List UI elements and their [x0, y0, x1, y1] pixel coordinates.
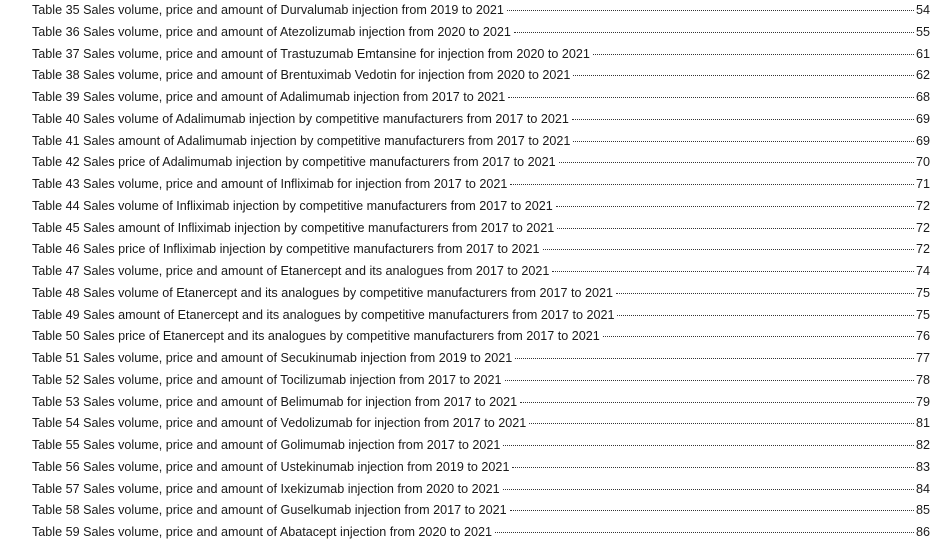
toc-dot-leader [556, 206, 914, 207]
toc-dot-leader [616, 293, 914, 294]
toc-dot-leader [573, 75, 914, 76]
toc-entry[interactable] [32, 221, 930, 243]
toc-page-number: 82 [915, 438, 930, 452]
toc-entry-title: Table 58 Sales volume, price and amount of Guselkumab injection from 2017 to 2021 [32, 503, 507, 518]
toc-entry-title: Table 45 Sales amount of Infliximab injection by competitive manufacturers from 2017 to 2021 [32, 220, 555, 235]
toc-dot-leader [495, 532, 914, 533]
toc-entry-title: Table 57 Sales volume, price and amount of Ixekizumab injection from 2020 to 2021 [32, 481, 500, 496]
toc-page-number: 72 [915, 242, 930, 257]
toc-entry[interactable] [32, 482, 930, 504]
toc-entry[interactable] [32, 373, 930, 395]
toc-page-number: 86 [915, 525, 930, 539]
toc-entry[interactable] [32, 264, 930, 286]
toc-entry[interactable] [32, 112, 930, 134]
toc-dot-leader [543, 249, 914, 250]
toc-entry-title: Table 49 Sales amount of Etanercept and its analogues by competitive manufacturers from 2017 to 2021 [32, 307, 615, 322]
toc-page-number: 75 [915, 285, 930, 300]
toc-entry-title: Table 54 Sales volume, price and amount of Vedolizumab for injection from 2017 to 2021 [32, 416, 527, 431]
toc-entry-title: Table 38 Sales volume, price and amount of Brentuximab Vedotin for injection from 2020 to 2021 [32, 68, 571, 83]
toc-entry[interactable] [32, 90, 930, 112]
toc-entry[interactable] [32, 438, 930, 460]
toc-entry[interactable] [32, 3, 930, 25]
toc-entry-title: Table 44 Sales volume of Infliximab injection by competitive manufacturers from 2017 to 2021 [32, 198, 553, 213]
toc-dot-leader [508, 97, 914, 98]
toc-page-number: 75 [915, 307, 930, 322]
toc-page-number: 54 [915, 3, 930, 17]
toc-entry[interactable] [32, 460, 930, 482]
toc-dot-leader [529, 423, 914, 424]
toc-dot-leader [515, 358, 914, 359]
toc-entry[interactable] [32, 286, 930, 308]
toc-entry-title: Table 35 Sales volume, price and amount of Durvalumab injection from 2019 to 2021 [32, 3, 504, 17]
toc-entry-title: Table 42 Sales price of Adalimumab injection by competitive manufacturers from 2017 to 2021 [32, 155, 556, 170]
toc-dot-leader [572, 119, 914, 120]
toc-page-number: 69 [915, 111, 930, 126]
toc-entry[interactable] [32, 155, 930, 177]
toc-entry[interactable] [32, 25, 930, 47]
toc-entry[interactable] [32, 351, 930, 373]
toc-dot-leader [503, 445, 914, 446]
toc-dot-leader [573, 141, 914, 142]
toc-page-number: 55 [915, 24, 930, 39]
toc-dot-leader [507, 10, 914, 11]
toc-dot-leader [557, 228, 914, 229]
toc-dot-leader [617, 315, 914, 316]
toc-entry[interactable] [32, 395, 930, 417]
toc-dot-leader [510, 184, 914, 185]
toc-entry-title: Table 47 Sales volume, price and amount of Etanercept and its analogues from 2017 to 2021 [32, 264, 550, 278]
toc-entry-title: Table 41 Sales amount of Adalimumab injection by competitive manufacturers from 2017 to 2021 [32, 133, 571, 148]
toc-entry-title: Table 51 Sales volume, price and amount of Secukinumab injection from 2019 to 2021 [32, 351, 513, 365]
toc-entry[interactable] [32, 416, 930, 438]
toc-entry-title: Table 55 Sales volume, price and amount of Golimumab injection from 2017 to 2021 [32, 438, 501, 452]
toc-page-number: 71 [915, 177, 930, 191]
toc-entry[interactable] [32, 134, 930, 156]
toc-entry[interactable] [32, 199, 930, 221]
toc-page-number: 85 [915, 503, 930, 518]
toc-entry-title: Table 50 Sales price of Etanercept and its analogues by competitive manufacturers from 2017 to 2021 [32, 329, 600, 344]
toc-page-number: 72 [915, 198, 930, 213]
toc-entry-title: Table 59 Sales volume, price and amount of Abatacept injection from 2020 to 2021 [32, 525, 492, 539]
toc-entry-title: Table 53 Sales volume, price and amount of Belimumab for injection from 2017 to 2021 [32, 394, 518, 409]
toc-entry[interactable] [32, 242, 930, 264]
toc-entry-title: Table 46 Sales price of Infliximab injection by competitive manufacturers from 2017 to 2021 [32, 242, 540, 257]
toc-dot-leader [514, 32, 914, 33]
toc-entry[interactable] [32, 329, 930, 351]
toc-dot-leader [559, 162, 914, 163]
toc-entry-title: Table 39 Sales volume, price and amount of Adalimumab injection from 2017 to 2021 [32, 90, 506, 104]
toc-dot-leader [520, 402, 914, 403]
toc-page-number: 70 [915, 155, 930, 170]
toc-entry-title: Table 37 Sales volume, price and amount of Trastuzumab Emtansine for injection from 2020 to 2021 [32, 46, 590, 61]
toc-page-number: 62 [915, 68, 930, 83]
toc-page-number: 77 [915, 351, 930, 365]
toc-dot-leader [512, 467, 914, 468]
toc-dot-leader [552, 271, 914, 272]
toc-page-number: 72 [915, 220, 930, 235]
toc-entry[interactable] [32, 308, 930, 330]
toc-entry-title: Table 43 Sales volume, price and amount of Infliximab for injection from 2017 to 2021 [32, 177, 508, 191]
toc-page-number: 83 [915, 459, 930, 474]
toc-entry[interactable] [32, 68, 930, 90]
toc-page-number: 81 [915, 416, 930, 431]
toc-entry[interactable] [32, 47, 930, 69]
toc-dot-leader [510, 510, 914, 511]
toc-entry-title: Table 56 Sales volume, price and amount of Ustekinumab injection from 2019 to 2021 [32, 459, 510, 474]
toc-page-number: 74 [915, 264, 930, 278]
toc-entry[interactable] [32, 177, 930, 199]
toc-entry[interactable] [32, 525, 930, 547]
toc-entry-title: Table 40 Sales volume of Adalimumab injection by competitive manufacturers from 2017 to 2021 [32, 111, 569, 126]
toc-page-number: 78 [915, 372, 930, 387]
table-of-contents [32, 3, 930, 547]
toc-page-number: 68 [915, 90, 930, 104]
toc-dot-leader [505, 380, 914, 381]
toc-dot-leader [603, 336, 914, 337]
toc-dot-leader [593, 54, 914, 55]
toc-page-number: 69 [915, 133, 930, 148]
toc-entry-title: Table 36 Sales volume, price and amount of Atezolizumab injection from 2020 to 2021 [32, 24, 511, 39]
toc-page-number: 76 [915, 329, 930, 344]
toc-page-number: 84 [915, 481, 930, 496]
toc-entry-title: Table 52 Sales volume, price and amount of Tocilizumab injection from 2017 to 2021 [32, 372, 502, 387]
toc-dot-leader [503, 489, 914, 490]
toc-page-number: 61 [915, 46, 930, 61]
toc-page-number: 79 [915, 394, 930, 409]
toc-entry[interactable] [32, 503, 930, 525]
toc-entry-title: Table 48 Sales volume of Etanercept and its analogues by competitive manufacturers from 2017 to 2021 [32, 285, 614, 300]
